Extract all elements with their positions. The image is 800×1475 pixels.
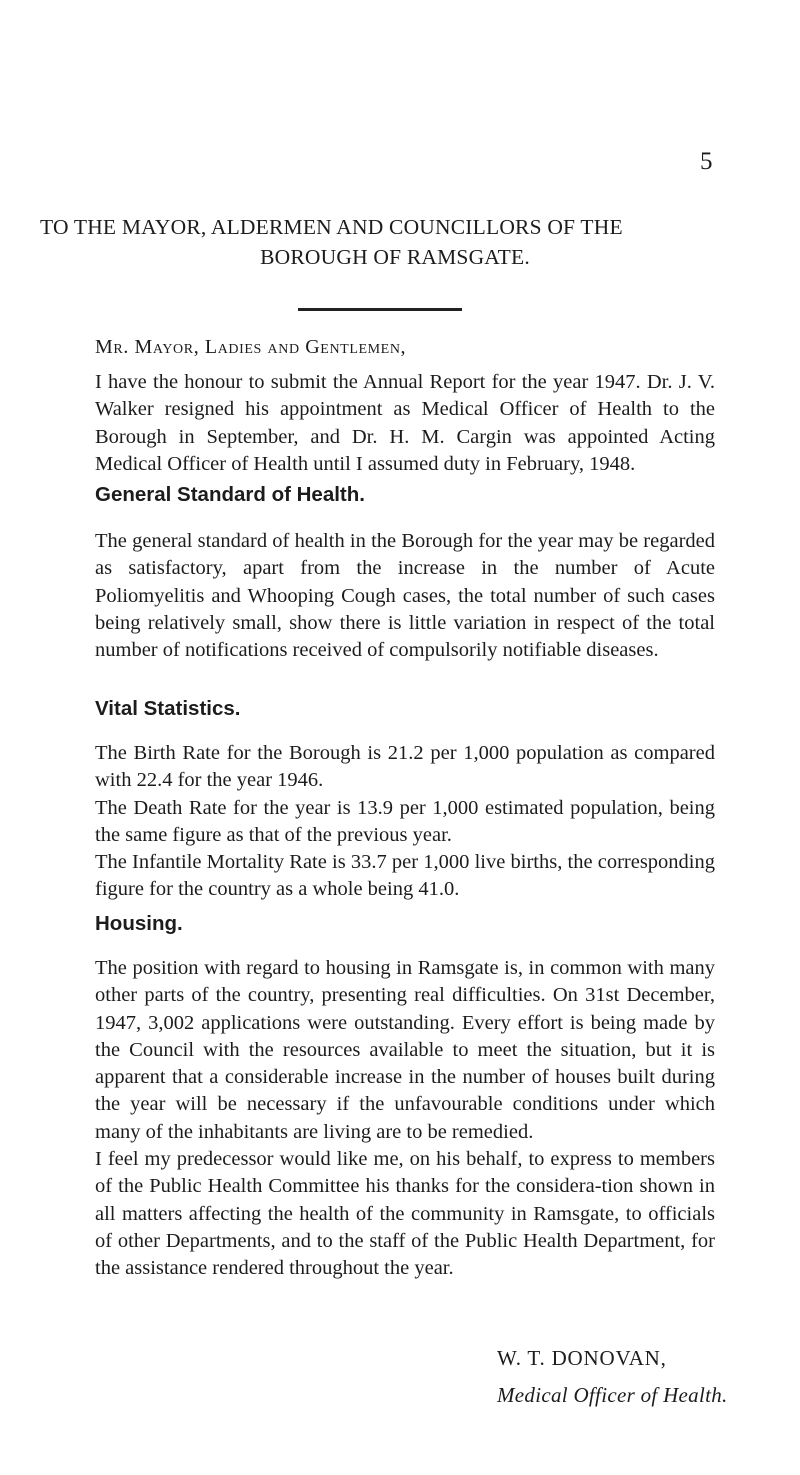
birth-rate-text: The Birth Rate for the Borough is 21.2 per 1,000 population as compared with 22.4 for the year 1946. [95,742,715,792]
thanks-text: I feel my predecessor would like me, on his behalf, to express to members of the Public Health Committee his thanks for the considera-tion shown in all matters affecting the health of the community in Ramsgate, to officials of other Departments, and to the staff of the Public Health Department, for the assistance rendered throughout the year. [95,1148,715,1280]
section-title-general: General Standard of Health. [95,483,365,506]
infant-mortality-text: The Infantile Mortality Rate is 33.7 per 1,000 live births, the corresponding figure for the country as a whole being 41.0. [95,851,715,901]
address-heading-line-2: BOROUGH OF RAMSGATE. [260,245,530,269]
section-title-vital: Vital Statistics. [95,697,241,720]
section-title-housing: Housing. [95,912,183,935]
vital-paragraphs [95,740,715,904]
address-heading-line-1: TO THE MAYOR, ALDERMEN AND COUNCILLORS OF THE [40,215,623,239]
intro-paragraph [95,369,715,478]
salutation: Mr. Mayor, Ladies and Gentlemen, [95,336,407,358]
general-text: The general standard of health in the Borough for the year may be regarded as satisfactory, apart from the increase in the number of Acute Poliomyelitis and Whooping Cough cases, the total number of such cases being relatively small, show there is little variation in respect of the total number of notifications received of compulsorily notifiable diseases. [95,530,715,662]
housing-paragraphs [95,955,715,1283]
housing-text: The position with regard to housing in Ramsgate is, in common with many other parts of the country, presenting real difficulties. On 31st December, 1947, 3,002 applications were outstanding. Every effort is being made by the Council with the resources available to meet the situation, but it is apparent that a considerable increase in the number of houses built during the year will be necessary if the unfavourable conditions under which many of the inhabitants are living are to be remedied. [95,957,715,1143]
intro-text: I have the honour to submit the Annual Report for the year 1947. Dr. J. V. Walker resigned his appointment as Medical Officer of Health to the Borough in September, and Dr. H. M. Cargin was appointed Acting Medical Officer of Health until I assumed duty in February, 1948. [95,371,715,475]
divider-rule [298,308,462,311]
signature-title: Medical Officer of Health. [497,1383,728,1407]
death-rate-text: The Death Rate for the year is 13.9 per 1,000 estimated population, being the same figure as that of the previous year. [95,796,715,846]
address-heading [30,212,760,272]
general-paragraph [95,528,715,664]
page-number: 5 [700,148,713,175]
signature-name: W. T. DONOVAN, [497,1346,667,1370]
